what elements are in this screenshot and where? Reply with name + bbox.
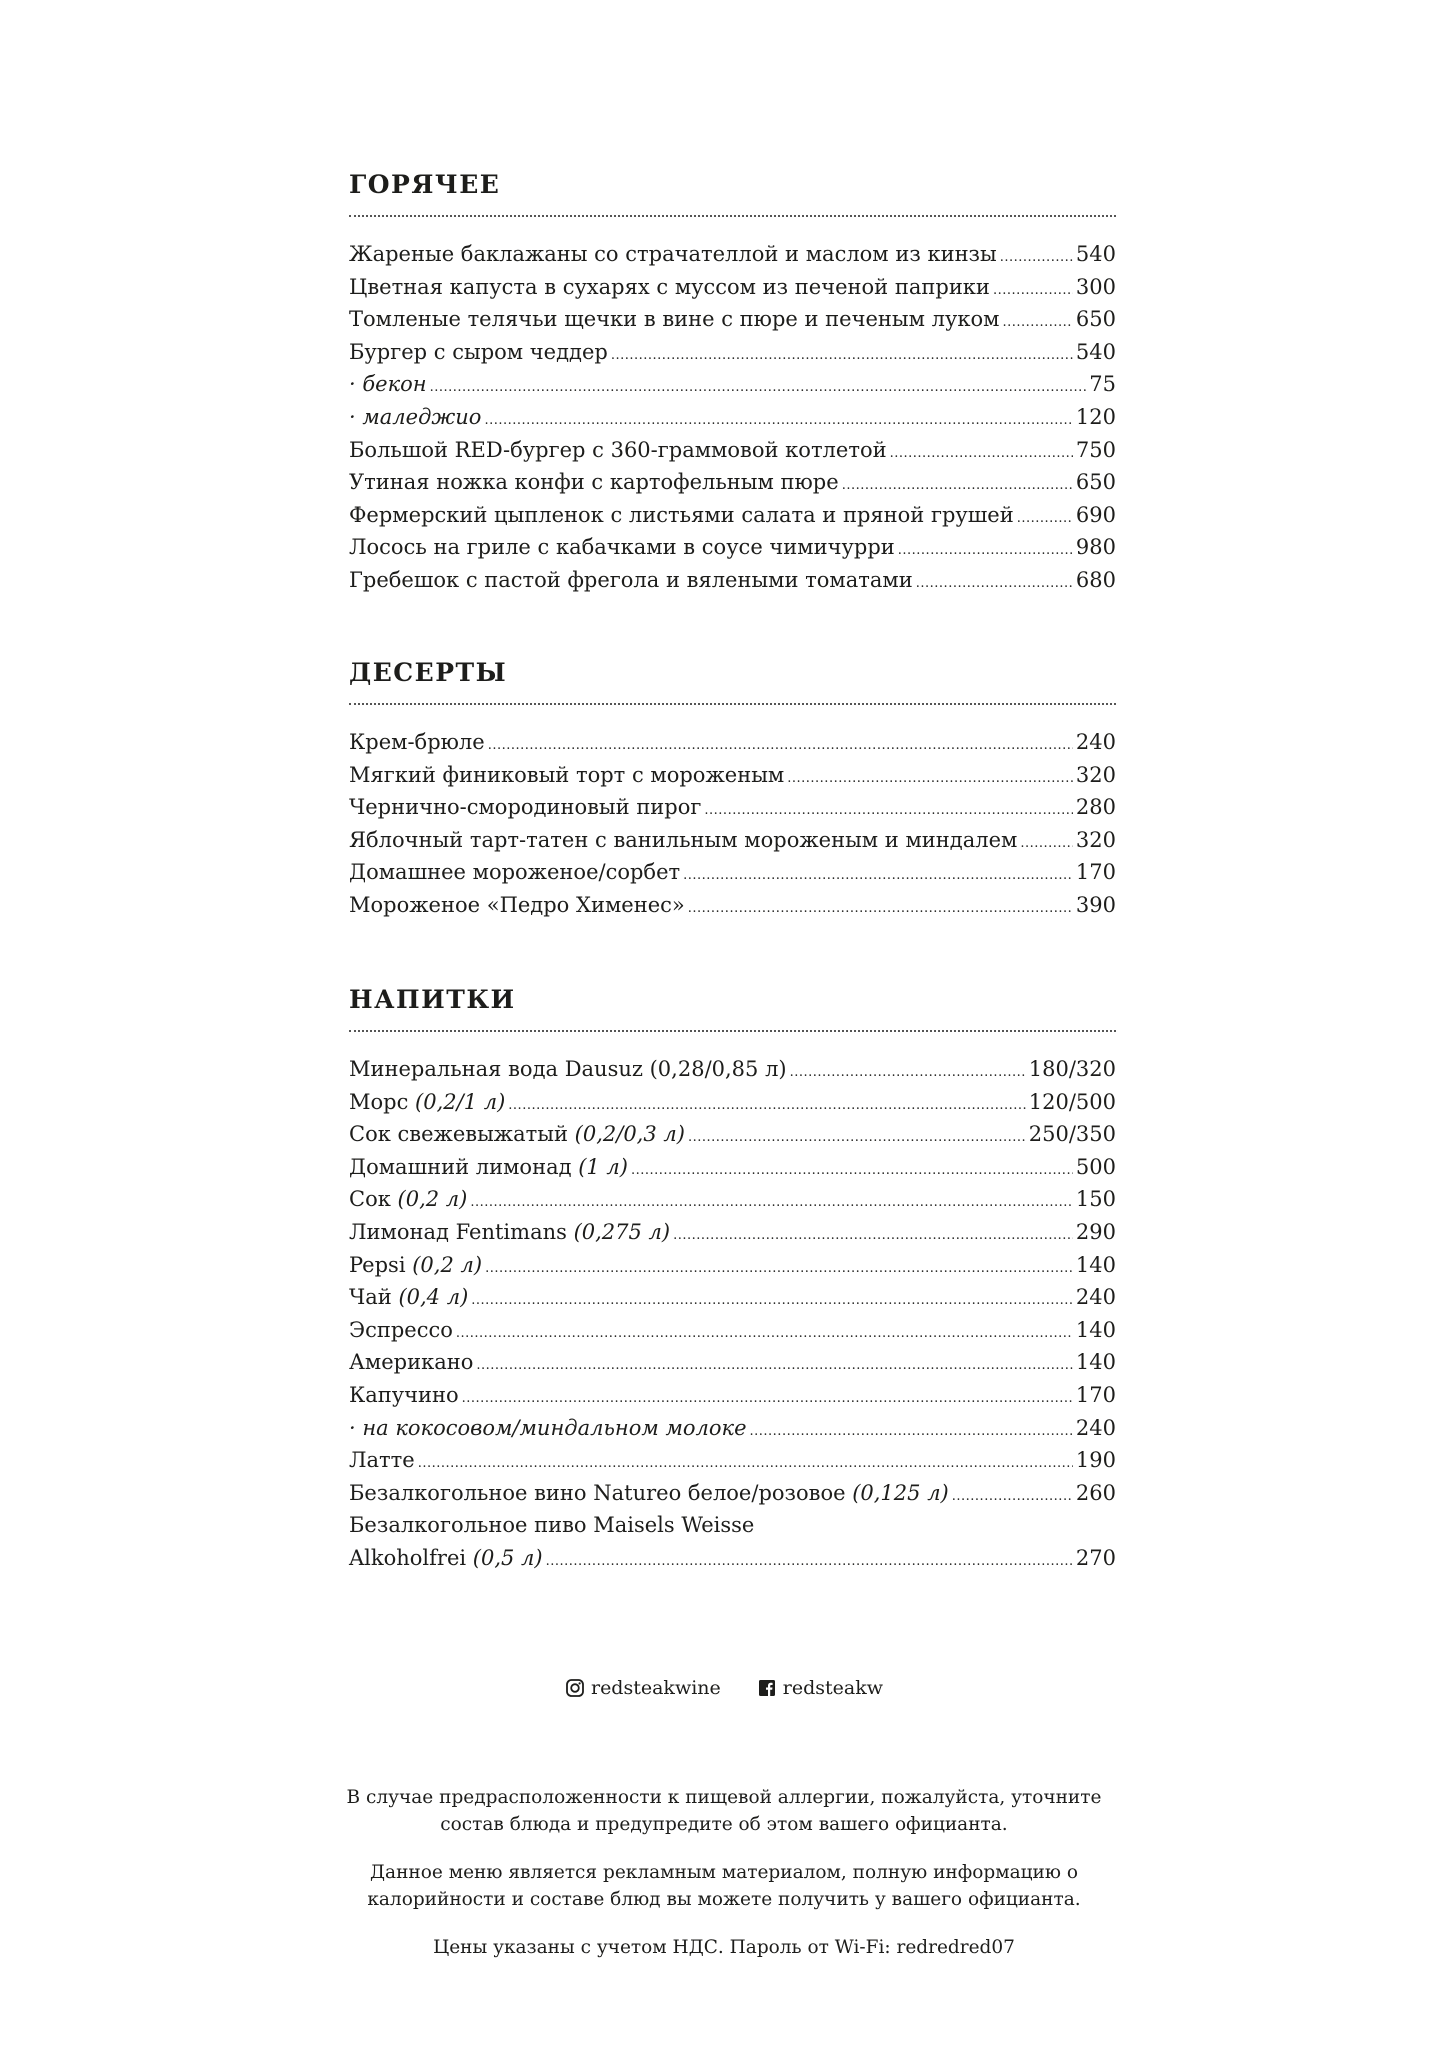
dot-leader: [476, 1346, 1073, 1383]
item-price: 270: [1075, 1545, 1116, 1570]
menu-item: [349, 824, 1116, 857]
hot-items: [349, 238, 1116, 597]
item-name: Фермерский цыпленок с листьями салата и пряной грушей: [349, 502, 1014, 527]
menu-item: [349, 1183, 1116, 1216]
dotted-divider: [349, 1030, 1116, 1032]
item-name: Домашний лимонад (1 л): [349, 1154, 628, 1179]
item-price: 120/500: [1028, 1089, 1116, 1114]
item-price: 180/320: [1028, 1057, 1116, 1081]
menu-item: [349, 1281, 1116, 1314]
dot-leader: [1020, 824, 1073, 861]
menu-item-wrapped-first-line: [349, 1509, 1116, 1542]
item-name: Мороженое «Педро Хименес»: [349, 892, 685, 917]
item-price: 390: [1075, 892, 1116, 917]
dot-leader: [1017, 499, 1073, 536]
social-links: [0, 1677, 1448, 1699]
menu-item-addon: [349, 368, 1116, 401]
dot-leader: [471, 1281, 1073, 1318]
menu-item: [349, 1346, 1116, 1379]
allergy-note: В случае предрасположенности к пищевой аллергии, пожалуйста, уточните состав блюда и предупредите об этом вашего официанта.: [346, 1787, 1102, 1835]
item-price: 150: [1075, 1187, 1116, 1212]
item-price: 260: [1075, 1480, 1116, 1505]
dot-leader: [485, 1249, 1073, 1286]
item-name: Бургер с сыром чеддер: [349, 339, 608, 364]
menu-item-addon: [349, 1412, 1116, 1445]
dot-leader: [631, 1151, 1073, 1188]
menu-item: [349, 1216, 1116, 1249]
item-name: Латте: [349, 1448, 415, 1473]
section-title: ДЕСЕРТЫ: [349, 658, 508, 687]
dot-leader: [750, 1412, 1073, 1449]
instagram-link[interactable]: [565, 1677, 721, 1699]
item-price: 170: [1075, 860, 1116, 885]
item-price: 540: [1075, 339, 1116, 364]
item-name: Безалкогольное пиво Maisels Weisse: [349, 1513, 755, 1538]
section-title: ГОРЯЧЕЕ: [349, 170, 501, 199]
item-name: Цветная капуста в сухарях с муссом из печеной паприки: [349, 274, 990, 299]
dot-leader: [790, 1053, 1026, 1090]
item-price: 280: [1075, 795, 1116, 820]
item-price: 500: [1075, 1154, 1116, 1179]
item-price: 680: [1075, 567, 1116, 592]
item-price: 650: [1075, 470, 1116, 495]
item-price: 250/350: [1028, 1122, 1116, 1147]
dot-leader: [462, 1379, 1073, 1416]
menu-item: [349, 1118, 1116, 1151]
dot-leader: [488, 726, 1073, 763]
item-name: Большой RED-бургер с 360-граммовой котлетой: [349, 437, 887, 462]
item-price: 980: [1075, 535, 1116, 560]
vat-wifi-note: Цены указаны с учетом НДС. Пароль от Wi-Fi: redredred07: [433, 1937, 1015, 1958]
dot-leader: [430, 368, 1087, 405]
dot-leader: [1002, 303, 1072, 340]
dot-leader: [546, 1542, 1073, 1579]
item-name: Морс (0,2/1 л): [349, 1089, 506, 1114]
item-price: 320: [1075, 827, 1116, 852]
item-name: Минеральная вода Dausuz (0,28/0,85 л): [349, 1057, 787, 1081]
item-name: Томленые телячьи щечки в вине с пюре и печеным луком: [349, 307, 1000, 332]
item-price: 190: [1075, 1448, 1116, 1473]
menu-item: [349, 791, 1116, 824]
dot-leader: [688, 889, 1073, 926]
menu-item: [349, 1444, 1116, 1477]
menu-item: [349, 1249, 1116, 1282]
section-drinks: [349, 981, 1116, 1575]
item-price: 320: [1075, 762, 1116, 787]
dot-leader: [993, 271, 1073, 308]
item-name: Американо: [349, 1350, 474, 1375]
dot-leader: [470, 1183, 1073, 1220]
dot-leader: [418, 1444, 1073, 1481]
item-name: Яблочный тарт-татен с ванильным мороженым и миндалем: [349, 827, 1018, 852]
section-desserts: [349, 654, 1116, 922]
item-price: 75: [1089, 372, 1116, 397]
item-name: · на кокосовом/миндальном молоке: [349, 1415, 747, 1440]
menu-item: [349, 434, 1116, 467]
menu-item: [349, 856, 1116, 889]
item-name: Мягкий финиковый торт с мороженым: [349, 762, 785, 787]
menu-item-addon: [349, 401, 1116, 434]
dot-leader: [673, 1216, 1073, 1253]
menu-item: [349, 889, 1116, 922]
menu-item: [349, 1542, 1116, 1575]
section-hot: [349, 166, 1116, 597]
item-name: Чернично-смородиновый пирог: [349, 795, 702, 820]
menu-item: [349, 1086, 1116, 1119]
dot-leader: [890, 434, 1073, 471]
item-name: Домашнее мороженое/сорбет: [349, 860, 681, 885]
menu-item: [349, 1379, 1116, 1412]
item-name: Лосось на гриле с кабачками в соусе чимичурри: [349, 535, 895, 560]
item-name: Чай (0,4 л): [349, 1285, 469, 1310]
dot-leader: [688, 1118, 1026, 1155]
item-price: 290: [1075, 1219, 1116, 1244]
dot-leader: [787, 759, 1073, 796]
facebook-link[interactable]: [757, 1677, 883, 1699]
dot-leader: [456, 1314, 1073, 1351]
menu-item: [349, 271, 1116, 304]
section-title: НАПИТКИ: [349, 985, 516, 1014]
dot-leader: [683, 856, 1073, 893]
item-price: 240: [1075, 1415, 1116, 1440]
item-price: 690: [1075, 502, 1116, 527]
dot-leader: [611, 336, 1073, 373]
item-price: 300: [1075, 274, 1116, 299]
menu-item: [349, 466, 1116, 499]
item-price: 650: [1075, 307, 1116, 332]
menu-item: [349, 1053, 1116, 1086]
menu-item: [349, 303, 1116, 336]
menu-item: [349, 1151, 1116, 1184]
dot-leader: [704, 791, 1073, 828]
item-price: 240: [1075, 1285, 1116, 1310]
dot-leader: [842, 466, 1073, 503]
item-price: 750: [1075, 437, 1116, 462]
item-name: Alkoholfrei (0,5 л): [349, 1545, 543, 1570]
dot-leader: [952, 1477, 1073, 1514]
item-name: Гребешок с пастой фрегола и вялеными томатами: [349, 567, 913, 592]
item-name: · бекон: [349, 372, 427, 397]
item-name: Утиная ножка конфи с картофельным пюре: [349, 470, 839, 495]
menu-item: [349, 564, 1116, 597]
dotted-divider: [349, 215, 1116, 217]
footer-notes: [0, 1784, 1448, 1982]
dotted-divider: [349, 703, 1116, 705]
dot-leader: [508, 1086, 1025, 1123]
item-price: 140: [1075, 1317, 1116, 1342]
item-name: Безалкогольное вино Natureo белое/розовое (0,125 л): [349, 1480, 949, 1505]
facebook-handle: redsteakw: [782, 1677, 883, 1699]
menu-item: [349, 759, 1116, 792]
item-name: Жареные баклажаны со страчателлой и маслом из кинзы: [349, 242, 997, 266]
dot-leader: [898, 531, 1073, 568]
dot-leader: [484, 401, 1072, 438]
instagram-handle: redsteakwine: [590, 1677, 721, 1699]
dot-leader: [1000, 238, 1073, 275]
item-name: Капучино: [349, 1382, 459, 1407]
item-price: 240: [1075, 730, 1116, 754]
item-name: Сок (0,2 л): [349, 1187, 468, 1212]
item-name: · маледжио: [349, 404, 482, 429]
menu-item: [349, 499, 1116, 532]
instagram-icon: [565, 1678, 585, 1698]
menu-item: [349, 238, 1116, 271]
item-name: Эспрессо: [349, 1317, 453, 1342]
menu-item: [349, 1477, 1116, 1510]
item-name: Лимонад Fentimans (0,275 л): [349, 1219, 671, 1244]
item-price: 540: [1075, 242, 1116, 266]
dot-leader: [916, 564, 1073, 601]
drink-items: [349, 1053, 1116, 1575]
item-price: 140: [1075, 1350, 1116, 1375]
advertising-note: Данное меню является рекламным материалом, полную информацию о калорийности и составе блюд вы можете получить у вашего официанта.: [367, 1862, 1081, 1910]
menu-item: [349, 726, 1116, 759]
item-price: 120: [1075, 404, 1116, 429]
dessert-items: [349, 726, 1116, 922]
facebook-icon: [757, 1678, 777, 1698]
item-name: Сок свежевыжатый (0,2/0,3 л): [349, 1122, 685, 1147]
menu-item: [349, 336, 1116, 369]
menu-item: [349, 1314, 1116, 1347]
item-name: Pepsi (0,2 л): [349, 1252, 483, 1277]
item-price: 140: [1075, 1252, 1116, 1277]
item-name: Крем-брюле: [349, 730, 485, 754]
item-price: 170: [1075, 1382, 1116, 1407]
menu-item: [349, 531, 1116, 564]
